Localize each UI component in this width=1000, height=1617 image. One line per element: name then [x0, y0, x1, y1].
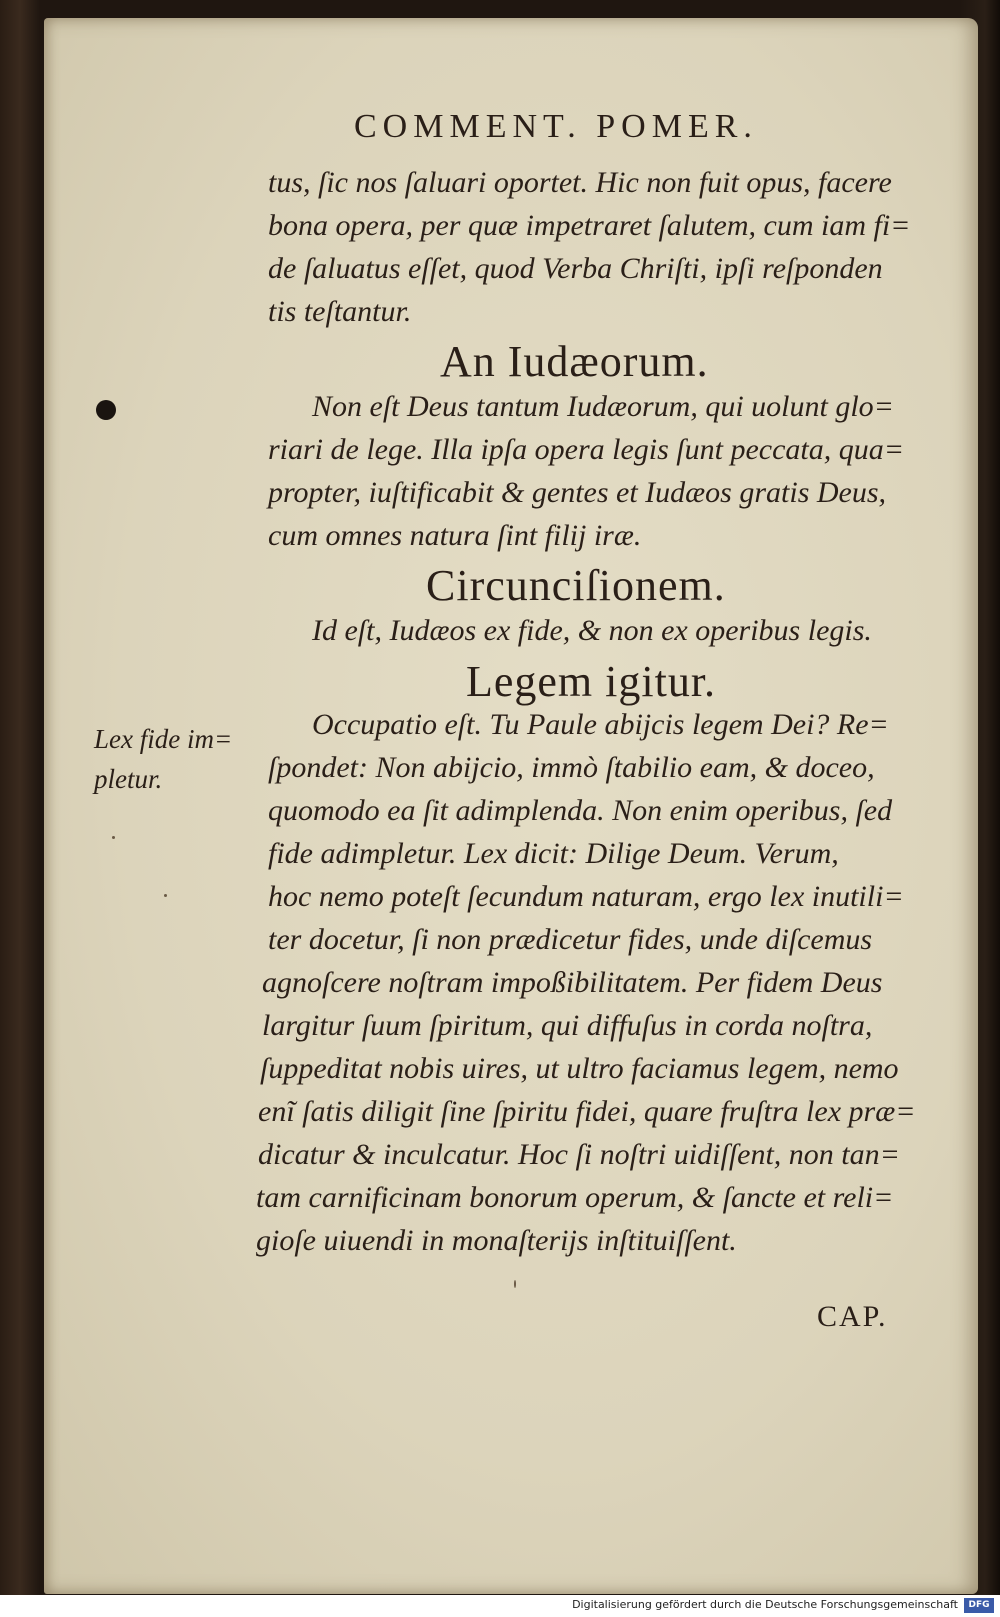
ink-speck — [514, 1280, 516, 1288]
margin-note-line: Lex fide im= — [94, 724, 233, 754]
ink-dot-mark — [96, 400, 116, 420]
text-line: dicatur & inculcatur. Hoc ſi noſtri uidiſſent, non tan= — [258, 1138, 900, 1171]
text-line: enĩ ſatis diligit ſine ſpiritu fidei, quare fruſtra lex præ= — [258, 1095, 916, 1128]
book-page — [44, 18, 978, 1594]
footer-credit: Digitalisierung gefördert durch die Deutsche Forschungsgemeinschaft — [572, 1598, 958, 1611]
dfg-logo: DFG — [964, 1598, 994, 1613]
text-line: agnoſcere noſtram impoßibilitatem. Per fidem Deus — [262, 966, 883, 999]
ink-speck — [164, 894, 167, 897]
text-line: ſpondet: Non abijcio, immò ſtabilio eam, & doceo, — [268, 751, 875, 784]
ink-speck — [112, 836, 115, 839]
section-heading-circuncisionem: Circunciſionem. — [426, 561, 726, 610]
text-line: Non eſt Deus tantum Iudæorum, qui uolunt glo= — [312, 390, 894, 423]
text-line: tus, ſic nos ſaluari oportet. Hic non fuit opus, facere — [268, 166, 892, 199]
section-heading-an-iudaeorum: An Iudæorum. — [440, 337, 709, 386]
text-line: tam carnificinam bonorum operum, & ſancte et reli= — [256, 1181, 894, 1214]
text-line: tis teſtantur. — [268, 295, 412, 328]
text-line: gioſe uiuendi in monaſterijs inſtituiſſent. — [256, 1224, 737, 1257]
text-line: hoc nemo poteſt ſecundum naturam, ergo lex inutili= — [268, 880, 904, 913]
text-line: quomodo ea ſit adimplenda. Non enim operibus, ſed — [268, 794, 893, 827]
margin-note-line: pletur. — [94, 764, 163, 794]
text-line: fide adimpletur. Lex dicit: Dilige Deum. Verum, — [268, 837, 839, 870]
text-line: Occupatio eſt. Tu Paule abijcis legem Dei? Re= — [312, 708, 889, 741]
text-line: de ſaluatus eſſet, quod Verba Chriſti, ipſi reſponden — [268, 252, 883, 285]
text-line: propter, iuſtificabit & gentes et Iudæos gratis Deus, — [268, 476, 887, 509]
text-line: ter docetur, ſi non prædicetur fides, unde diſcemus — [268, 923, 873, 956]
text-line: riari de lege. Illa ipſa opera legis ſunt peccata, qua= — [268, 433, 904, 466]
text-line: cum omnes natura ſint filij iræ. — [268, 519, 642, 552]
catchword: CAP. — [817, 1300, 888, 1333]
running-head: COMMENT. POMER. — [354, 108, 758, 145]
text-line: bona opera, per quæ impetraret ſalutem, cum iam fi= — [268, 209, 911, 242]
text-line: Id eſt, Iudæos ex fide, & non ex operibus legis. — [312, 614, 872, 647]
section-heading-legem-igitur: Legem igitur. — [466, 657, 717, 706]
digitization-footer — [0, 1595, 1000, 1617]
text-line: ſuppeditat nobis uires, ut ultro faciamus legem, nemo — [260, 1052, 899, 1085]
text-line: largitur ſuum ſpiritum, qui diffuſus in corda noſtra, — [262, 1009, 873, 1042]
